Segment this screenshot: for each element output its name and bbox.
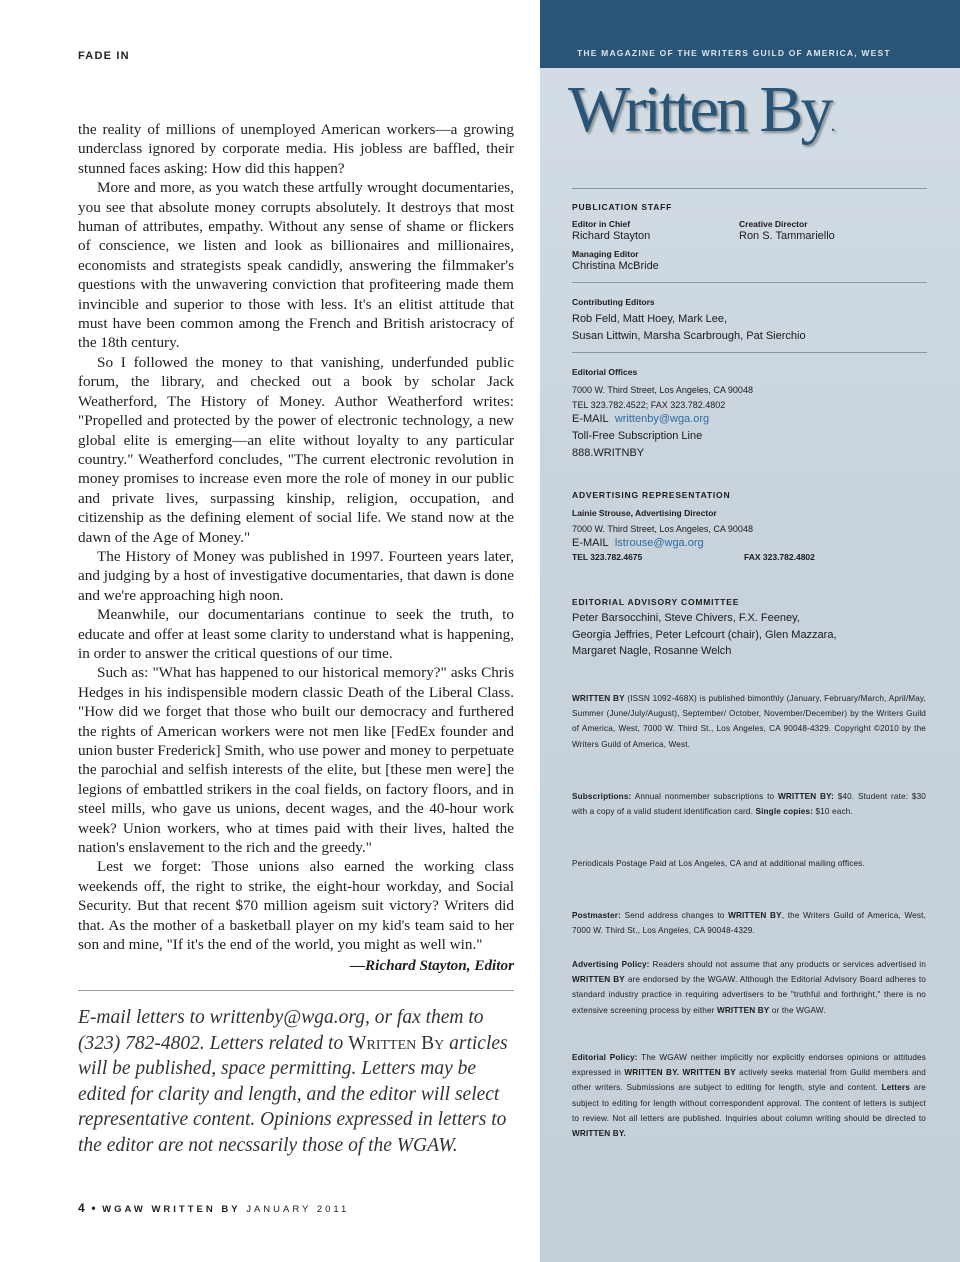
advertising-policy	[572, 957, 926, 1018]
bullet: •	[91, 1201, 97, 1215]
section-heading: ADVERTISING REPRESENTATION	[572, 490, 731, 500]
editor-signature: —Richard Stayton, Editor	[349, 957, 514, 975]
committee-list: Margaret Nagle, Rosanne Welch	[572, 645, 732, 657]
policy-text: Readers should not assume that any products or services advertised in	[649, 960, 926, 969]
ad-fax: FAX 323.782.4802	[744, 552, 815, 562]
divider	[78, 990, 514, 991]
postmaster-text: Send address changes to	[620, 911, 729, 920]
masthead-sidebar	[540, 0, 960, 1262]
tollfree-label: Toll-Free Subscription Line	[572, 430, 703, 442]
tollfree-number: 888.WRITNBY	[572, 447, 645, 459]
single-copies-text: $10 each.	[813, 807, 853, 817]
staff-name: Christina McBride	[572, 260, 659, 272]
policy-text: actively seeks material from Guild members and other writers. Submissions are subject to editing for length, style and content.	[572, 1068, 926, 1093]
magazine-name: WRITTEN BY	[716, 1005, 770, 1015]
article-paragraph: So I followed the money to that vanishing, underfunded public forum, the library, and checked out a book by scholar Jack Weatherford, The History of Money. Author Weatherford writes: "Propelled and protected by the power of electronic technology, a new global elite is emerging—an elite without loyalty to any particular country." Weatherford concludes, "The current electronic revolution in money promises to increase even more the role of money in our public and private lives, surpassing kinship, religion, occupation, and citizenship as the defining element of social life. We stand now at the dawn of the Age of Money."	[78, 353, 514, 546]
statement-text: (ISSN 1092-468X) is published bimonthly (January, February/March, April/May, Summer (June/July/August), September/ October, November/December) by the Writers Guild of America, West, 7000 W. Third St., Los Angeles, CA 90048-4329. Copyright ©2010 by the Writers Guild of America, West.	[572, 694, 926, 749]
staff-label: Editor in Chief	[572, 219, 631, 229]
magazine-name: Written By	[348, 1032, 445, 1054]
magazine-name: WRITTEN BY:	[777, 792, 834, 801]
email-label: E-MAIL	[572, 413, 609, 425]
written-by-logo	[568, 72, 835, 148]
ad-tel: TEL 323.782.4675	[572, 552, 643, 562]
magazine-name: WRITTEN BY	[572, 975, 625, 985]
editorial-article	[78, 120, 514, 976]
policy-label: Editorial Policy:	[572, 1053, 638, 1062]
section-heading: Contributing Editors	[572, 297, 655, 307]
policy-text: or the WGAW.	[769, 1005, 826, 1015]
magazine-name: WRITTEN BY.	[624, 1068, 680, 1078]
periodicals-note: Periodicals Postage Paid at Los Angeles, CA and at additional mailing offices.	[572, 859, 865, 868]
editors-list: Susan Littwin, Marsha Scarbrough, Pat Sierchio	[572, 330, 806, 342]
callout-text: articles will be published, space permitting. Letters may be edited for clarity and length, and the editor will select representative content. Opinions expressed in letters to the editor are not necssarily those of the WGAW.	[78, 1032, 508, 1156]
article-paragraph: The History of Money was published in 1997. Fourteen years later, and judging by a host of investigative documentaries, that dawn is done and we're approaching high noon.	[78, 547, 514, 604]
subscriptions-text: $40. Student rate: $30 with a copy of a valid student identification card.	[572, 792, 926, 817]
logo-text: Written By	[568, 73, 831, 146]
publication-staff	[572, 202, 927, 272]
article-paragraph: Such as: "What has happened to our historical memory?" asks Chris Hedges in his indispensible modern classic Death of the Liberal Class. "How did we forget that those who built our democracy and furthered the rights of American workers were not men like [FedEx founder and union buster Frederick] Smith, who use power and money to perpetuate the parochial and selfish interests of the elite, but [these men were] the legions of embattled strikers in the coal fields, on factory floors, and in steel mills, who gave us unions, decent wages, and the 40-hour work week? Union workers, who at times paid with their lives, halted the nation's enslavement to the rich and the greedy."	[78, 664, 514, 857]
single-copies-label: Single copies:	[755, 807, 814, 817]
editorial-policy	[572, 1050, 926, 1141]
postmaster-note	[572, 908, 926, 938]
committee-list: Georgia Jeffries, Peter Lefcourt (chair), Glen Mazzara,	[572, 629, 837, 641]
divider	[572, 282, 927, 283]
magazine-name: WRITTEN BY	[728, 911, 782, 920]
page-number: 4	[78, 1201, 86, 1215]
magazine-name: WRITTEN BY	[682, 1068, 736, 1078]
postmaster-label: Postmaster:	[572, 911, 621, 920]
policy-text: are subject to editing for length without correspondent approval. The content of letters is subject to review. Not all letters are published. Inquiries about column writing should be directed to	[572, 1083, 926, 1123]
subscriptions-text: Annual nonmember subscriptions to	[631, 792, 778, 801]
article-paragraph: More and more, as you watch these artfully wrought documentaries, you see that absolute money corrupts absolutely. It destroys that most human of attributes, empathy. Without any sense of shame or flickers of conscience, we listen and look as billionaires and millionaires, economists and strategists speak candidly, answering the filmmaker's questions with the unwavering conviction that profiteering made them invincible and superior to those with less. It's an elitist attitude that must have been common among the French and British aristocracy of the 18th century.	[78, 179, 514, 352]
policy-text: The WGAW neither implicitly nor explicitly endorses opinions or attitudes expressed in	[572, 1053, 926, 1078]
section-label: FADE IN	[78, 50, 130, 62]
committee-list: Peter Barsocchini, Steve Chivers, F.X. Feeney,	[572, 612, 800, 624]
address: 7000 W. Third Street, Los Angeles, CA 90048	[572, 524, 753, 534]
footer-publication: WGAW WRITTEN BY	[102, 1204, 241, 1215]
policy-label: Advertising Policy:	[572, 960, 650, 969]
letters-label: Letters	[881, 1083, 910, 1093]
section-heading: EDITORIAL ADVISORY COMMITTEE	[572, 597, 740, 607]
postmaster-text: , the Writers Guild of America, West, 7000 W. Third St., Los Angeles, CA 90048-4329.	[572, 911, 926, 936]
letters-callout	[78, 1005, 518, 1159]
email-label: E-MAIL	[572, 537, 609, 549]
email-link[interactable]: lstrouse@wga.org	[614, 537, 704, 549]
staff-name: Richard Stayton	[572, 230, 651, 242]
staff-label: Managing Editor	[572, 249, 639, 259]
advertising-representation	[572, 490, 927, 564]
divider	[572, 352, 927, 353]
policy-text: are endorsed by the WGAW. Although the Editorial Advisory Board adheres to standard industry practice in requiring advertisers to be "truthful and forthright," there is no extensive screening process by either	[572, 975, 926, 1015]
editorial-offices	[572, 367, 927, 460]
magazine-name: WRITTEN BY.	[572, 1129, 626, 1139]
editors-list: Rob Feld, Matt Hoey, Mark Lee,	[572, 313, 728, 325]
subscriptions	[572, 789, 926, 819]
subscriptions-label: Subscriptions:	[572, 792, 632, 801]
address: 7000 W. Third Street, Los Angeles, CA 90048	[572, 385, 753, 395]
footer-issue: JANUARY 2011	[246, 1204, 350, 1215]
section-heading: PUBLICATION STAFF	[572, 202, 673, 212]
publication-statement	[572, 691, 926, 752]
masthead-bar	[540, 0, 960, 68]
contributing-editors	[572, 297, 927, 343]
article-paragraph: Lest we forget: Those unions also earned the working class weekends off, the right to strike, the eight-hour workday, and Social Security. But that recent $70 million ageism suit victory? Writers did that. As the mother of a basketball player on my kid's team said to her son and mine, "If it's the end of the world, you might as well win."	[78, 858, 514, 954]
magazine-name: WRITTEN BY	[572, 694, 625, 703]
divider	[572, 188, 927, 189]
staff-label: Creative Director	[739, 219, 808, 229]
article-paragraph: the reality of millions of unemployed American workers—a growing underclass ignored by corporate media. His jobless are baffled, their stunned faces asking: How did this happen?	[78, 121, 514, 177]
phone: TEL 323.782.4522; FAX 323.782.4802	[572, 400, 726, 410]
callout-text: E-mail letters to writtenby@wga.org, or fax them to (323) 782-4802. Letters related to	[78, 1007, 484, 1054]
ad-contact: Lainie Strouse, Advertising Director	[572, 508, 717, 518]
section-heading: Editorial Offices	[572, 367, 638, 377]
masthead-tagline: THE MAGAZINE OF THE WRITERS GUILD OF AMERICA, WEST	[577, 48, 891, 58]
article-paragraph: Meanwhile, our documentarians continue to seek the truth, to educate and offer at least some clarity to understand what is happening, in order to answer the critical questions of our time.	[78, 606, 514, 662]
logo-mark: .	[830, 114, 836, 136]
page-footer	[78, 1201, 349, 1215]
email-link[interactable]: writtenby@wga.org	[614, 413, 710, 425]
editorial-advisory-committee	[572, 597, 927, 658]
staff-name: Ron S. Tammariello	[739, 230, 835, 242]
